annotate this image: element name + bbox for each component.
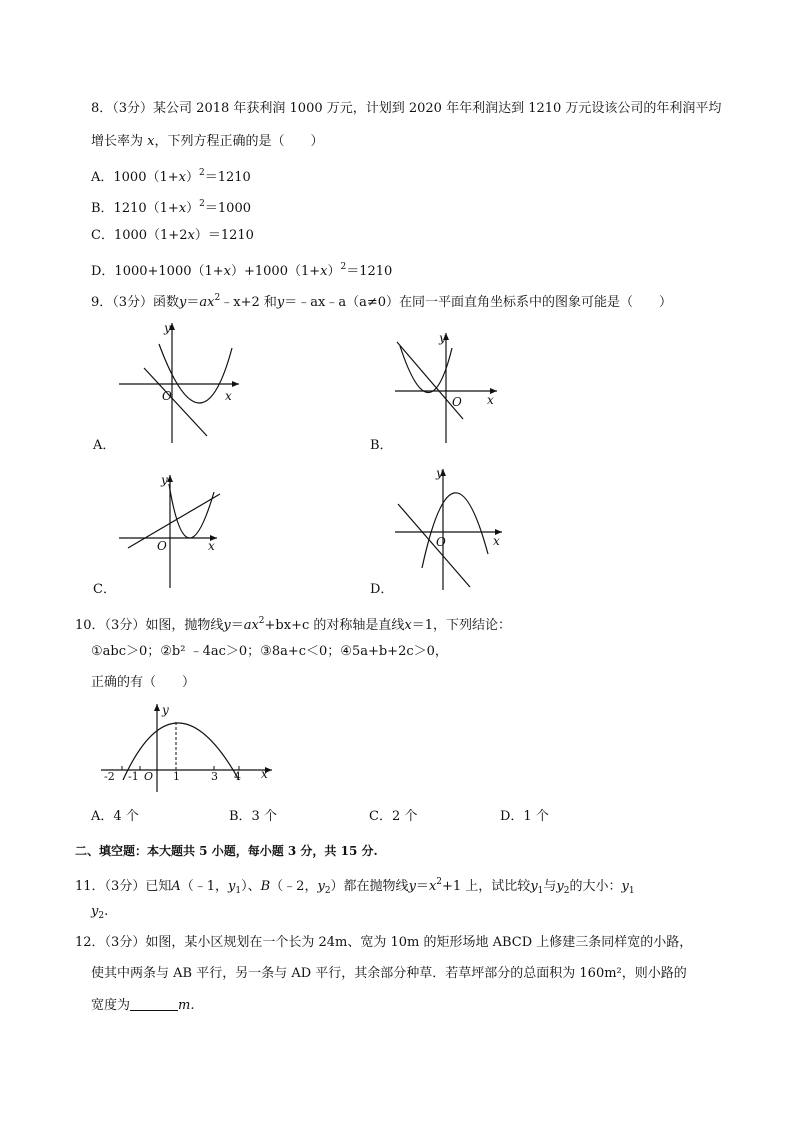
q11-line2: $y_2$.	[91, 904, 109, 921]
svg-text:y: y	[436, 466, 443, 480]
q10-stem: 10．（3分）如图，抛物线$y=ax^2+bx+c$ 的对称轴是直线x＝1，下列结论：	[75, 616, 512, 633]
q9-graph-c	[114, 470, 254, 595]
q8-option-d: D．$1000+1000(1+x)+1000(1+x)^2=1210$	[91, 262, 393, 279]
svg-text:y: y	[439, 331, 446, 345]
svg-text:O: O	[157, 539, 167, 553]
q9-stem: 9．（3分）函数$y=ax^2﹣x+2$ 和y＝﹣ax﹣a（a≠0）在同一平面直角坐标系中的图象可能是（ ）	[91, 293, 672, 310]
svg-text:O: O	[162, 389, 172, 403]
svg-text:x: x	[208, 539, 215, 553]
q9-label-c: C．	[93, 582, 116, 597]
q10-parabola-graph	[96, 702, 286, 797]
svg-text:1: 1	[173, 770, 180, 783]
q12-line2: 使其中两条与 AB 平行，另一条与 AD 平行，其余部分种草．若草坪部分的总面积为 160m²，则小路的	[91, 966, 687, 981]
q10-option-c: C．2 个	[369, 809, 418, 824]
q11-line1: 11．（3分）已知A（﹣1，$y_1$）、B（﹣2，$y_2$）都在抛物线$y=x^2+1$ 上，试比较$y_1$与$y_2$的大小：$y_1$	[75, 877, 635, 896]
svg-text:y: y	[164, 321, 171, 335]
q10-option-a: A．4 个	[91, 809, 139, 824]
q12-line3: 宽度为 m.	[91, 998, 195, 1013]
section-heading-fill-in: 二、填空题：本大题共 5 小题，每小题 3 分，共 15 分.	[75, 844, 378, 858]
svg-text:y: y	[161, 473, 168, 487]
q12-line1: 12．（3分）如图，某小区规划在一个长为 24m、宽为 10m 的矩形场地 ABCD 上修建三条同样宽的小路，	[75, 935, 693, 950]
svg-text:4: 4	[234, 770, 241, 783]
q8-stem-line1: 8．（3分）某公司 2018 年获利润 1000 万元，计划到 2020 年年利润达到 1210 万元设该公司的年利润平均	[91, 101, 722, 116]
q9-graph-d	[390, 464, 530, 594]
svg-text:-2: -2	[104, 770, 115, 783]
svg-text:O: O	[436, 535, 446, 549]
q9-label-a: A．	[93, 438, 116, 453]
q9-graph-b	[390, 328, 530, 453]
q8-option-c: C．1000（1+2x）＝1210	[91, 228, 254, 243]
q9-label-d: D．	[370, 582, 394, 597]
svg-text:O: O	[144, 770, 154, 783]
svg-text:O: O	[452, 395, 462, 409]
q12-answer-blank[interactable]	[130, 998, 178, 1011]
q10-conclusions: ①abc＞0；②b² ﹣4ac＞0；③8a+c＜0；④5a+b+2c＞0，	[91, 644, 448, 659]
q8-option-a: A．$1000(1+x)^2=1210$	[91, 168, 251, 185]
q10-option-b: B．3 个	[229, 809, 277, 824]
svg-text:-1: -1	[128, 770, 139, 783]
svg-text:3: 3	[211, 770, 218, 783]
svg-text:x: x	[487, 393, 494, 407]
q9-graph-a	[114, 318, 254, 443]
svg-text:y: y	[162, 703, 169, 717]
svg-text:x: x	[225, 389, 232, 403]
q8-stem-line2: 增长率为 x，下列方程正确的是（ ）	[91, 134, 324, 149]
q8-option-b: B．$1210(1+x)^2=1000$	[91, 199, 251, 216]
svg-text:x: x	[261, 767, 268, 781]
svg-text:x: x	[493, 534, 500, 548]
q9-label-b: B．	[370, 438, 393, 453]
q10-ask: 正确的有（ ）	[91, 675, 196, 690]
q10-option-d: D．1 个	[500, 809, 549, 824]
